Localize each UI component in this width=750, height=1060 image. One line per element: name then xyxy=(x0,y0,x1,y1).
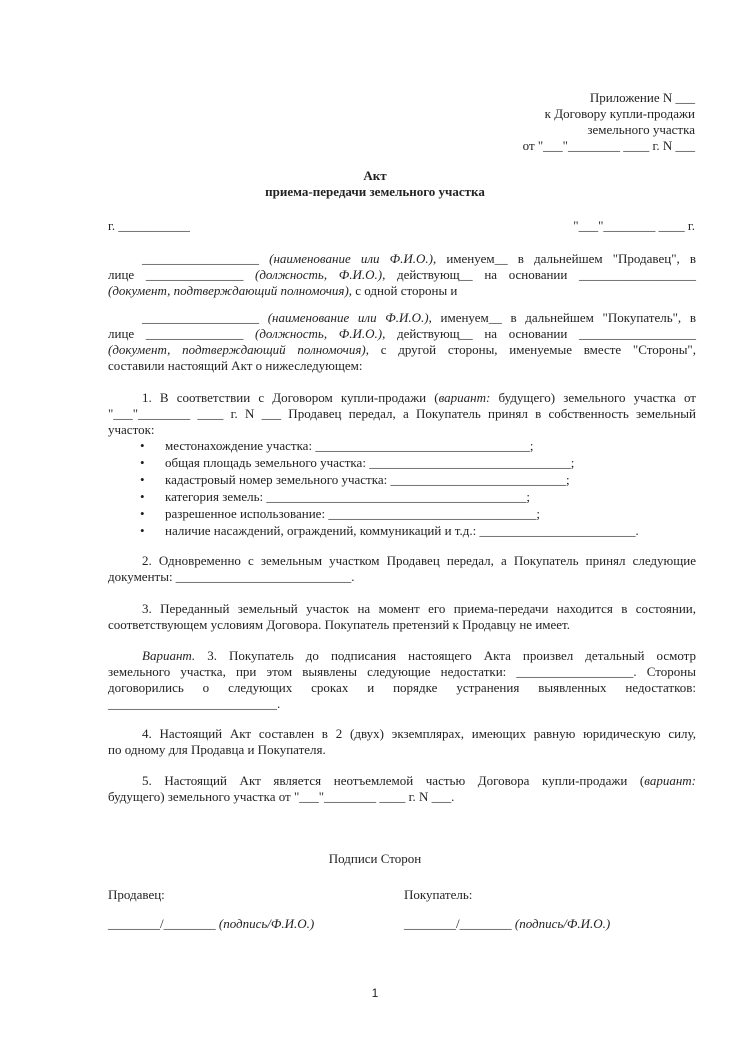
buyer-line-1: __________________ (наименование или Ф.И.О.), именуем__ в дальнейшем "Покупатель", в xyxy=(142,310,697,325)
appendix-number: Приложение N ___ xyxy=(589,90,695,105)
p2-line-2: документы: ___________________________. xyxy=(108,569,355,584)
p1-line-3: участок: xyxy=(108,422,155,437)
p3v-line-1: Вариант. 3. Покупатель до подписания настоящего Акта произвел детальный осмотр xyxy=(142,648,696,663)
place-field: г. ___________ xyxy=(108,218,190,233)
p2-line-1: 2. Одновременно с земельным участком Продавец передал, а Покупатель принял следующие xyxy=(142,553,696,568)
bullet-icon: • xyxy=(140,506,145,521)
p4-line-2: по одному для Продавца и Покупателя. xyxy=(108,742,326,757)
buyer-line-4: составили настоящий Акт о нижеследующем: xyxy=(108,358,363,373)
p1-line-2: "___"________ ____ г. N ___ Продавец передал, а Покупатель принял в собственность земельный xyxy=(108,406,696,421)
bullet-icon: • xyxy=(140,438,145,453)
p1-line-1: 1. В соответствии с Договором купли-продажи (вариант: будущего) земельного участка от xyxy=(142,390,696,405)
appendix-contract-ref: к Договору купли-продажи xyxy=(544,106,695,121)
p5-line-1: 5. Настоящий Акт является неотъемлемой частью Договора купли-продажи (вариант: xyxy=(142,773,696,788)
appendix-date: от "___"________ ____ г. N ___ xyxy=(522,138,695,153)
doc-subtitle: приема-передачи земельного участка xyxy=(265,184,485,199)
buyer-line-2: лице _______________ (должность, Ф.И.О.), действующ__ на основании __________________ xyxy=(108,326,697,341)
seller-line-2: лице _______________ (должность, Ф.И.О.), действующ__ на основании __________________ xyxy=(108,267,697,282)
buyer-line-3: (документ, подтверждающий полномочия), с другой стороны, именуемые вместе "Стороны", xyxy=(108,342,696,357)
appendix-subject: земельного участка xyxy=(587,122,695,137)
p3-line-2: соответствующем условиям Договора. Покупатель претензий к Продавцу не имеет. xyxy=(108,617,570,632)
p5-line-2: будущего) земельного участка от "___"________ ____ г. N ___. xyxy=(108,789,455,804)
p3-line-1: 3. Переданный земельный участок на момент его приема-передачи находится в состоянии, xyxy=(142,601,696,616)
date-field: "___"________ ____ г. xyxy=(573,218,695,233)
bullet-icon: • xyxy=(140,455,145,470)
bullet-icon: • xyxy=(140,472,145,487)
p4-line-1: 4. Настоящий Акт составлен в 2 (двух) экземплярах, имеющих равную юридическую силу, xyxy=(142,726,696,741)
doc-title: Акт xyxy=(363,168,387,183)
signatures-title: Подписи Сторон xyxy=(328,851,422,866)
buyer-signature-line: ________/________ (подпись/Ф.И.О.) xyxy=(404,916,611,931)
seller-label: Продавец: xyxy=(108,887,165,902)
p3v-line-2: земельного участка, при этом выявлены следующие недостатки: __________________. Стороны xyxy=(108,664,696,679)
buyer-label: Покупатель: xyxy=(404,887,473,902)
bullet-icon: • xyxy=(140,489,145,504)
bullet-icon: • xyxy=(140,523,145,538)
document-page: Приложение N ___ к Договору купли-продажи земельного участка от "___"________ ____ г. N ___ Акт приема-передачи земельного участка г. ___________ "___"________ ____ г. __________________ (наименование или Ф.И.О.), именуем__ в дальнейшем "Продавец", в лице _______________ (должность, Ф.И.О.), действующ__ на основании __________________ (документ, подтверждающий полномочия), с одной стороны и __________________ (наименование или Ф.И.О.), именуем__ в дальнейшем "Покупатель", в лице _______________ (должность, Ф.И.О.), действующ__ на основании __________________ (документ, подтверждающий полномочия), с другой стороны, именуемые вместе "Стороны", составили настоящий Акт о нижеследующем: 1. В соответствии с Договором купли-продажи (вариант: будущего) земельного участка от "___"________ ____ г. N ___ Продавец передал, а Покупатель принял в собственность земельный участок: • местонахождение участка: _________________________________; • общая площадь земельного участка: _______________________________; • кадастровый номер земельного участка: ___________________________; • категория земель: ________________________________________; • разрешенное использование: ________________________________; • наличие насаждений, ограждений, коммуникаций и т.д.: ________________________. 2. Одновременно с земельным участком Продавец передал, а Покупатель принял следующие документы: ___________________________. 3. Переданный земельный участок на момент его приема-передачи находится в состоянии, соответствующем условиям Договора. Покупатель претензий к Продавцу не имеет. Вариант. 3. Покупатель до подписания настоящего Акта произвел детальный осмотр земельного участка, при этом выявлены следующие недостатки: __________________. Стороны договорились о следующих сроках и порядке устранения выявленных недостатков: __________________________. 4. Настоящий Акт составлен в 2 (двух) экземплярах, имеющих равную юридическую силу, по одному для Продавца и Покупателя. 5. Настоящий Акт является неотъемлемой частью Договора купли-продажи (вариант: будущего) земельного участка от "___"________ ____ г. N ___. Подписи Сторон Продавец: Покупатель: ________/________ (подпись/Ф.И.О.) ________/________ (подпись/Ф.И.О.) 1 xyxy=(0,0,750,1060)
page-number: 1 xyxy=(371,986,379,1000)
seller-line-3: (документ, подтверждающий полномочия), с одной стороны и xyxy=(108,283,458,298)
seller-line-1: __________________ (наименование или Ф.И.О.), именуем__ в дальнейшем "Продавец", в xyxy=(142,251,697,266)
seller-signature-line: ________/________ (подпись/Ф.И.О.) xyxy=(108,916,315,931)
p3v-line-4: __________________________. xyxy=(108,696,281,711)
p3v-line-3: договорились о следующих сроках и порядке устранения выявленных недостатков: xyxy=(108,680,696,695)
